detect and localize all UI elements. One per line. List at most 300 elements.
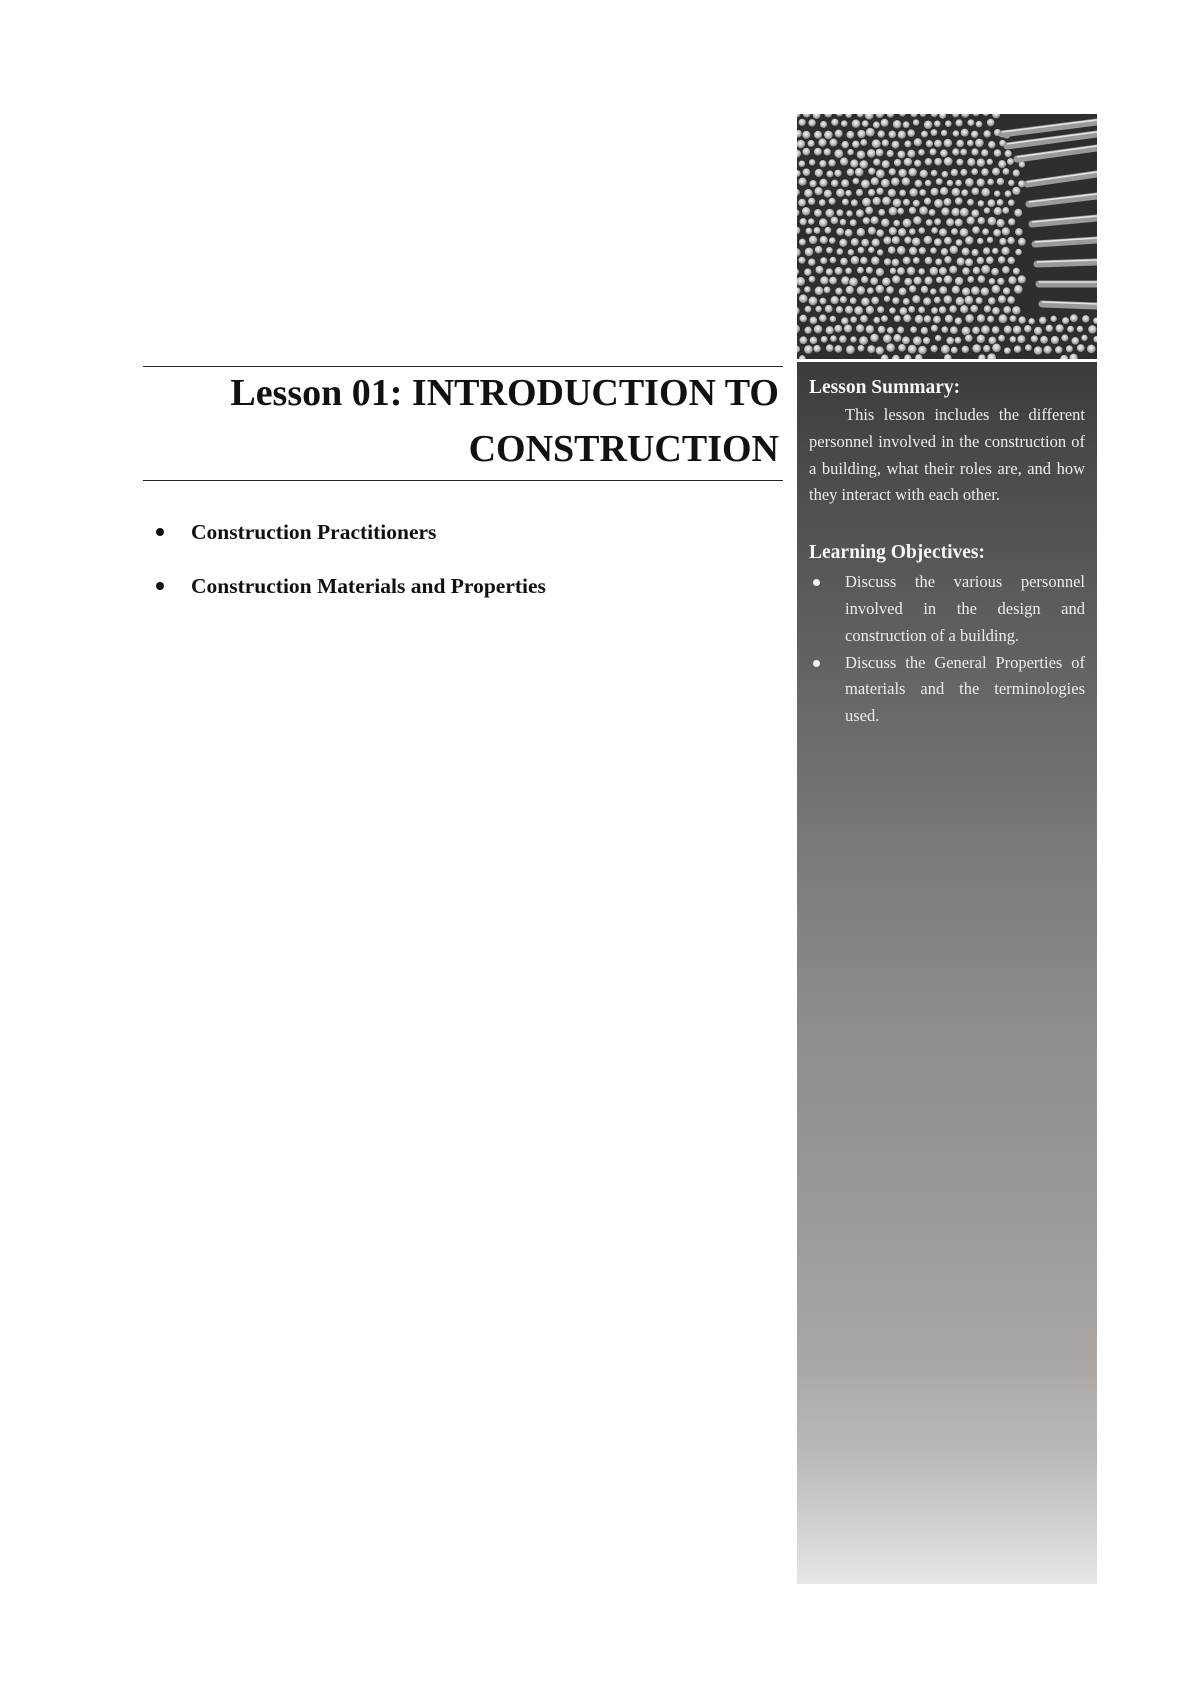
rebar-end: [892, 297, 900, 305]
rebar-end: [802, 148, 810, 156]
rebar-end: [951, 285, 960, 294]
rebar-end: [814, 169, 823, 178]
rebar-end: [993, 229, 1001, 237]
rebar-end: [820, 276, 829, 285]
rebar-end: [949, 305, 957, 313]
rebar-end: [972, 344, 981, 353]
rebar-end: [987, 315, 995, 323]
rebar-end: [986, 158, 993, 165]
rebar-end: [831, 179, 839, 187]
rebar-end: [860, 257, 868, 265]
rebar-end: [965, 236, 974, 245]
rebar-end: [1025, 344, 1033, 352]
rebar-end: [965, 178, 974, 187]
rebar-end: [862, 197, 872, 207]
topic-label: Construction Materials and Properties: [191, 574, 546, 598]
rebar-end: [951, 208, 960, 217]
rebar-end: [1007, 296, 1015, 304]
rebar-end: [798, 198, 807, 207]
rebar-end: [856, 324, 865, 333]
rebar-end: [1043, 345, 1052, 354]
rebar-end: [823, 189, 832, 198]
rebar-end: [907, 149, 916, 158]
rebar-image-icon: [797, 114, 1097, 359]
rebar-end: [877, 249, 884, 256]
rebar-end: [867, 287, 874, 294]
topic-item: [152, 559, 772, 613]
rebar-end: [886, 286, 894, 294]
rebar-end: [830, 296, 839, 305]
rebar-end: [907, 344, 917, 354]
rebar-end: [975, 297, 983, 305]
rebar-end: [897, 326, 905, 334]
rebar-end: [865, 306, 874, 315]
rebar-end: [861, 297, 870, 306]
rebar-end: [860, 139, 868, 147]
objectives-list: [809, 569, 1085, 730]
rebar-end: [1039, 316, 1047, 324]
rebar-end: [870, 333, 879, 342]
rebar-end: [797, 130, 802, 138]
rebar-end: [998, 314, 1008, 324]
rebar-end: [952, 130, 959, 137]
rebar-end: [873, 317, 880, 324]
rebar-end: [883, 334, 892, 343]
rebar-end: [921, 130, 929, 138]
rebar-end: [902, 121, 910, 129]
rebar-end: [844, 324, 853, 333]
rebar-end: [955, 179, 962, 186]
rebar-end: [799, 336, 808, 345]
rebar-end: [988, 141, 996, 149]
rebar-end: [982, 228, 990, 236]
rebar-end: [868, 189, 876, 197]
rebar-end: [802, 130, 811, 139]
rebar-end: [805, 227, 812, 234]
rebar-end: [849, 297, 857, 305]
rebar-end: [966, 216, 975, 225]
rebar-end: [913, 119, 920, 126]
rebar-end: [804, 305, 812, 313]
rebar-end: [961, 345, 969, 353]
rebar-end: [799, 238, 807, 246]
rebar-end: [920, 286, 928, 294]
rebar-end: [1071, 337, 1079, 345]
rebar-end: [996, 199, 1004, 207]
rebar-end: [902, 336, 911, 345]
rebar-end: [923, 297, 932, 306]
rebar-end: [875, 268, 884, 277]
rebar-end: [839, 218, 846, 225]
rebar-end: [819, 160, 827, 168]
rebar-end: [1050, 336, 1059, 345]
rebar-end: [924, 158, 932, 166]
rebar-end: [944, 256, 952, 264]
rebar-end: [1003, 287, 1011, 295]
rebar-end: [981, 265, 991, 275]
rebar-end: [907, 266, 916, 275]
rebar-end: [970, 305, 978, 313]
rebar-end: [1004, 347, 1012, 355]
rebar-end: [1050, 315, 1057, 322]
rebar-end: [808, 296, 818, 306]
rebar-end: [967, 276, 975, 284]
rebar-end: [908, 168, 917, 177]
rebar-end: [1070, 314, 1079, 323]
rebar-end: [956, 257, 965, 266]
rebar-end: [950, 326, 959, 335]
rebar-end: [877, 130, 885, 138]
rebar-end: [845, 267, 852, 274]
rebar-end: [840, 257, 848, 265]
rebar-end: [891, 258, 899, 266]
rebar-end: [998, 295, 1007, 304]
rebar-end: [950, 169, 958, 177]
rebar-end: [971, 148, 979, 156]
rebar-end: [839, 335, 847, 343]
rebar-end: [866, 266, 874, 274]
rebar-end: [930, 288, 937, 295]
rebar-end: [912, 237, 921, 246]
rebar-end: [815, 306, 822, 313]
rebar-end: [797, 140, 806, 149]
rebar-end: [841, 179, 850, 188]
rebar-end: [856, 150, 865, 159]
rebar-end: [992, 326, 1000, 334]
steel-rebar-photo: [797, 114, 1097, 359]
rebar-end: [814, 130, 823, 139]
rebar-end: [824, 227, 832, 235]
rebar-end: [814, 246, 822, 254]
lesson-title-block: [143, 366, 783, 481]
rebar-end: [845, 286, 854, 295]
rebar-end: [913, 276, 922, 285]
rebar-end: [983, 247, 991, 255]
rebar-end: [910, 326, 918, 334]
rebar-end: [944, 236, 953, 245]
rebar-end: [980, 287, 989, 296]
rebar-end: [992, 167, 1001, 176]
rebar-end: [871, 139, 881, 149]
rebar-end: [918, 268, 925, 275]
summary-text: This lesson includes the different personnel involved in the construction of a building, what their roles are, and how they interact with each other.: [809, 405, 1085, 505]
rebar-end: [836, 209, 844, 217]
rebar-end: [808, 119, 816, 127]
rebar-end: [878, 209, 886, 217]
rebar-end: [877, 325, 885, 333]
rebar-end: [941, 171, 948, 178]
rebar-end: [1003, 325, 1012, 334]
rebar-end: [939, 267, 948, 276]
rebar-end: [1017, 335, 1026, 344]
rebar-end: [955, 297, 964, 306]
rebar-end: [809, 180, 817, 188]
rebar-end: [943, 275, 952, 284]
rebar-end: [955, 277, 964, 286]
rebar-end: [819, 199, 827, 207]
rebar-end: [891, 140, 900, 149]
rebar-end: [923, 235, 932, 244]
rebar-end: [1018, 316, 1026, 324]
rebar-end: [987, 118, 995, 126]
rebar-end: [909, 285, 917, 293]
rebar-end: [809, 336, 817, 344]
rebar-end: [909, 188, 918, 197]
rebar-end: [799, 294, 808, 303]
rebar-end: [960, 305, 969, 314]
rebar-end: [1061, 334, 1069, 342]
rebar-end: [897, 267, 906, 276]
rebar-end: [857, 246, 865, 254]
rebar-end: [867, 149, 876, 158]
rebar-end: [935, 335, 942, 342]
rebar-end: [991, 285, 1000, 294]
rebar-end: [972, 267, 980, 275]
rebar-end: [1055, 324, 1064, 333]
rebar-end: [946, 337, 954, 345]
rebar-end: [902, 256, 911, 265]
rebar-end: [898, 344, 906, 352]
topic-item: [152, 505, 772, 559]
rebar-end: [886, 150, 894, 158]
rebar-end: [956, 139, 964, 147]
rebar-end: [1081, 334, 1088, 341]
rebar-end: [891, 236, 900, 245]
rebar-end: [1034, 346, 1043, 355]
rebar-end: [829, 316, 836, 323]
rebar-end: [934, 139, 943, 148]
rebar-end: [943, 198, 952, 207]
lesson-sidebar: [797, 362, 1097, 1584]
rebar-end: [882, 196, 891, 205]
rebar-end: [868, 226, 877, 235]
rebar-end: [959, 228, 968, 237]
rebar-end: [971, 130, 979, 138]
rebar-end: [870, 216, 879, 225]
rebar-end: [918, 149, 925, 156]
rebar-end: [818, 138, 827, 147]
rebar-end: [836, 228, 844, 236]
rebar-end: [915, 354, 923, 359]
rebar-end: [977, 200, 984, 207]
rebar-end: [809, 316, 817, 324]
rebar-end: [865, 325, 874, 334]
rebar-end: [825, 268, 833, 276]
rebar-end: [949, 245, 958, 254]
rebar-end: [898, 287, 907, 296]
rebar-end: [836, 248, 843, 255]
rebar-end: [898, 228, 907, 237]
rebar-end: [876, 229, 884, 237]
rebar-end: [934, 296, 942, 304]
rebar-end: [856, 209, 865, 218]
rebar-end: [1008, 218, 1016, 226]
rebar-end: [804, 326, 812, 334]
rebar-end: [930, 187, 939, 196]
rebar-end: [861, 179, 871, 189]
rebar-end: [846, 210, 853, 217]
rebar-end: [814, 147, 823, 156]
rebar-end: [867, 345, 876, 354]
rebar-end: [1004, 150, 1012, 158]
rebar-end: [936, 276, 943, 283]
rebar-end: [841, 120, 848, 127]
rebar-end: [1082, 315, 1090, 323]
rebar-end: [955, 239, 963, 247]
rebar-end: [868, 167, 876, 175]
rebar-end: [845, 190, 852, 197]
rebar-end: [889, 307, 896, 314]
rebar-end: [872, 197, 881, 206]
rebar-end: [1015, 228, 1023, 236]
rebar-end: [851, 119, 860, 128]
rebar-end: [1008, 179, 1015, 186]
rebar-end: [834, 169, 842, 177]
rebar-end: [1014, 285, 1023, 294]
rebar-end: [870, 277, 879, 286]
rebar-end: [988, 297, 996, 305]
rebar-end: [971, 187, 979, 195]
rebar-end: [842, 198, 850, 206]
rebar-end: [881, 218, 890, 227]
rebar-end: [1007, 237, 1015, 245]
rebar-end: [857, 345, 865, 353]
rebar-end: [887, 327, 895, 335]
rebar-end: [897, 207, 905, 215]
rebar-end: [903, 157, 912, 166]
rebar-end: [992, 343, 1001, 352]
rebar-end: [877, 306, 885, 314]
rebar-end: [939, 286, 948, 295]
rebar-end: [826, 170, 834, 178]
rebar-end: [847, 249, 854, 256]
rebar-end: [909, 228, 916, 235]
rebar-end: [971, 249, 979, 257]
rebar-end: [903, 198, 911, 206]
rebar-end: [1034, 326, 1043, 335]
rebar-end: [1009, 336, 1016, 343]
rebar-end: [873, 121, 881, 129]
rebar-end: [914, 315, 923, 324]
rebar-end: [992, 247, 999, 254]
rebar-end: [960, 169, 968, 177]
rebar-end: [954, 317, 962, 325]
rebar-end: [850, 159, 859, 168]
rebar-end: [943, 157, 953, 167]
rebar-end: [851, 199, 859, 207]
rebar-end: [1066, 345, 1074, 353]
rebar-end: [923, 315, 931, 323]
rebar-end: [934, 120, 941, 127]
rebar-end: [1028, 318, 1035, 325]
rebar-end: [930, 169, 937, 176]
rebar-end: [834, 345, 842, 353]
rebar-end: [871, 238, 880, 247]
rebar-end: [804, 189, 813, 198]
rebar-end: [893, 334, 902, 343]
rebar-end: [920, 327, 928, 335]
rebar-end: [852, 177, 859, 184]
rebar-end: [940, 187, 949, 196]
rebar-end: [1015, 248, 1022, 255]
rebar-end: [839, 239, 848, 248]
rebar-end: [824, 305, 833, 314]
rebar-end: [931, 227, 938, 234]
rebar-end: [823, 286, 831, 294]
rebar-end: [1003, 306, 1011, 314]
rebar-end: [1087, 344, 1096, 353]
rebar-end: [834, 324, 843, 333]
rebar-end: [1002, 207, 1010, 215]
rebar-end: [808, 258, 816, 266]
rebar-end: [840, 157, 849, 166]
rebar-end: [1012, 306, 1021, 315]
rebar-end: [804, 345, 813, 354]
rebar-end: [976, 257, 984, 265]
rebar-end: [873, 158, 881, 166]
rebar-end: [976, 158, 985, 167]
rebar-end: [820, 257, 828, 265]
rebar-end: [988, 278, 995, 285]
rebar-end: [868, 246, 875, 253]
rebar-end: [856, 189, 864, 197]
rebar-end: [1088, 325, 1097, 334]
rebar-end: [945, 120, 952, 127]
rebar-end: [923, 337, 931, 345]
rebar-end: [894, 159, 902, 167]
rebar-end: [881, 160, 890, 169]
rebar-end: [830, 216, 838, 224]
rebar-end: [828, 197, 836, 205]
rebar-end: [897, 150, 906, 159]
rebar-end: [823, 148, 831, 156]
rebar-end: [962, 267, 970, 275]
rebar-end: [1013, 267, 1021, 275]
rebar-end: [882, 277, 891, 286]
rebar-end: [955, 119, 963, 127]
rebar-end: [1007, 256, 1015, 264]
rebar-end: [924, 256, 932, 264]
rebar-end: [859, 336, 869, 346]
rebar-end: [1001, 247, 1010, 256]
rebar-end: [971, 286, 980, 295]
rebar-end: [815, 265, 824, 274]
rebar-end: [857, 129, 866, 138]
rebar-end: [850, 256, 859, 265]
rebar-end: [1001, 227, 1010, 236]
rebar-end: [846, 131, 855, 140]
rebar-end: [967, 139, 974, 146]
rebar-end: [799, 314, 807, 322]
rebar-end: [986, 256, 994, 264]
rebar-end: [834, 149, 844, 159]
rebar-end: [861, 238, 870, 247]
rebar-end: [831, 118, 839, 126]
rebar-end: [975, 138, 984, 147]
rebar-end: [830, 335, 837, 342]
rebar-end: [956, 158, 964, 166]
rebar-end: [875, 148, 884, 157]
rebar-end: [952, 148, 960, 156]
rebar-end: [884, 258, 892, 266]
rebar-end: [808, 197, 816, 205]
rebar-end: [991, 268, 999, 276]
rebar-end: [933, 315, 942, 324]
rebar-end: [935, 178, 943, 186]
rebar-end: [802, 207, 811, 216]
rebar-end: [839, 296, 847, 304]
rebar-end: [909, 247, 918, 256]
